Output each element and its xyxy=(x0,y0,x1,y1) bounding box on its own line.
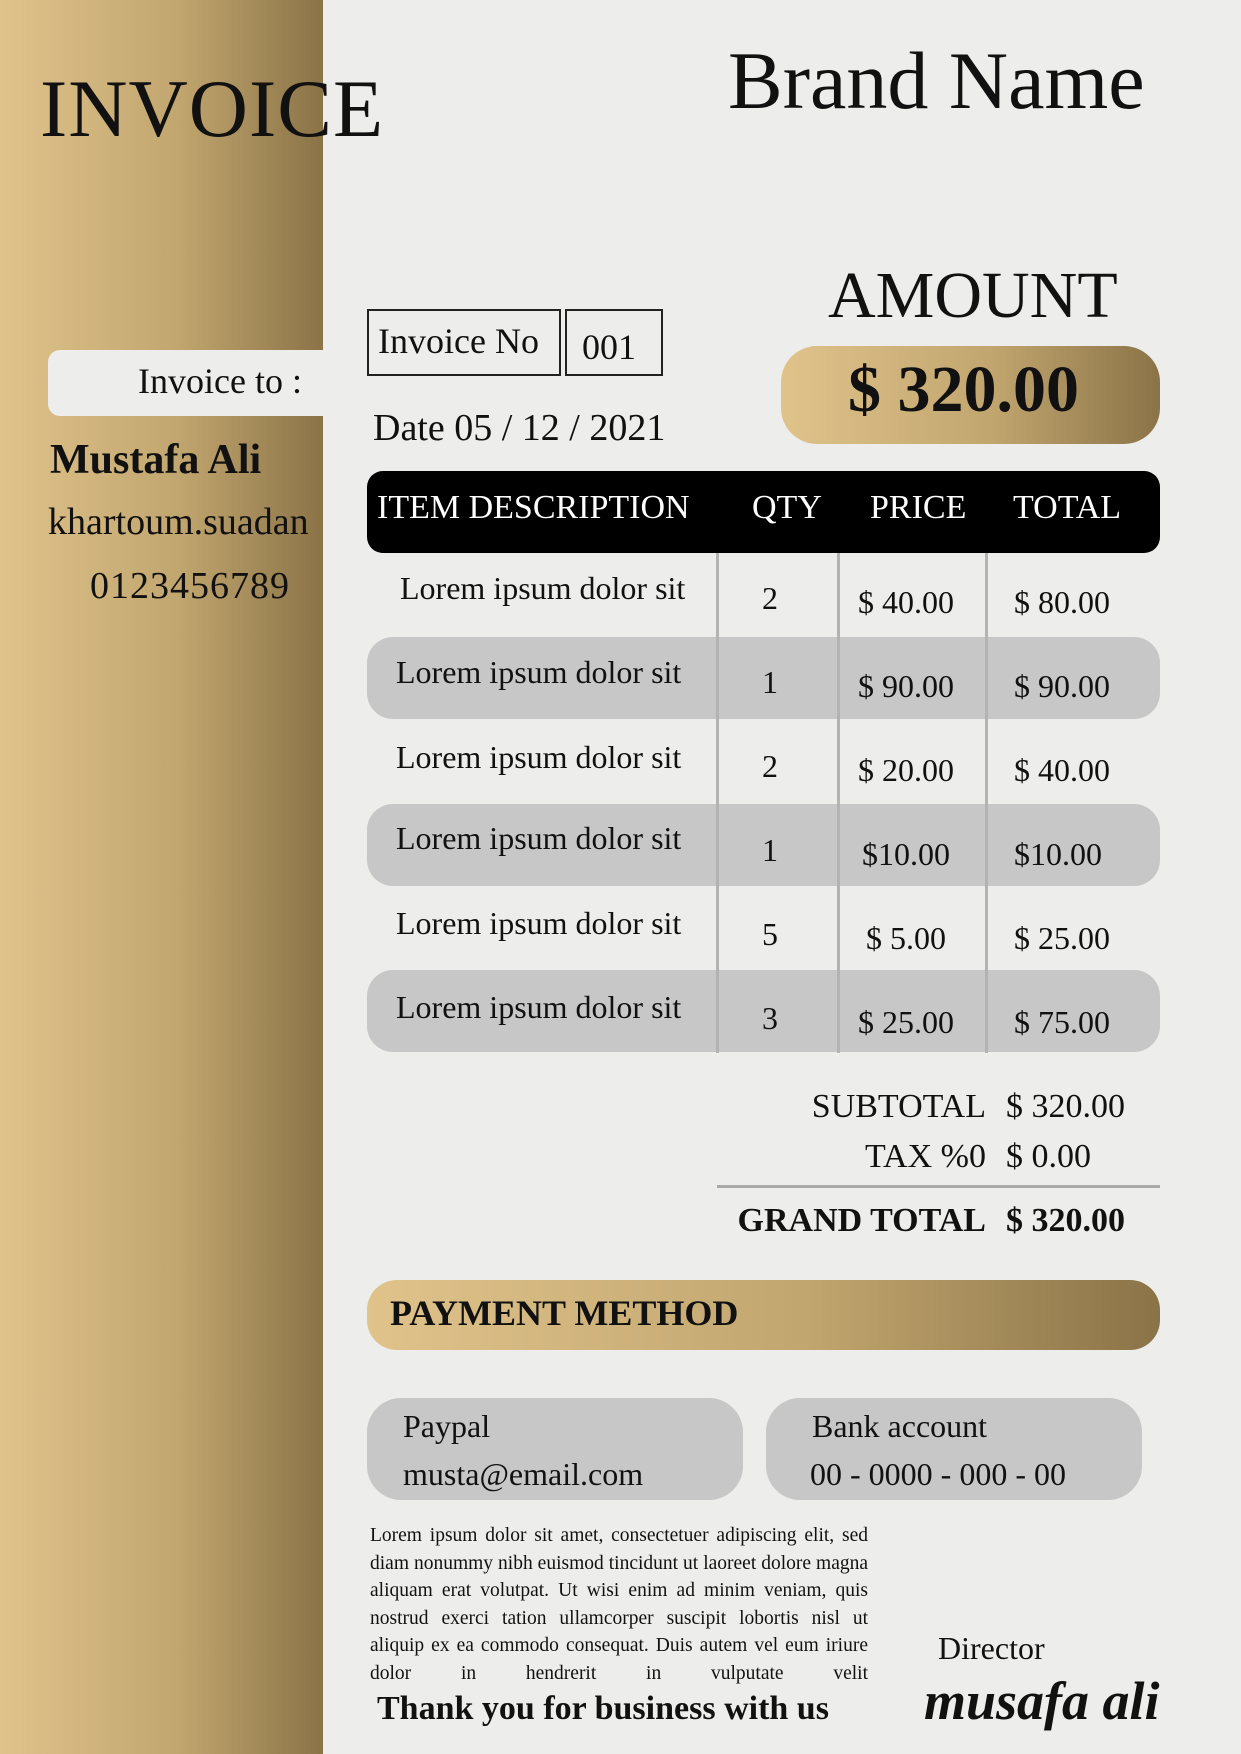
item-description: Lorem ipsum dolor sit xyxy=(396,654,682,690)
client-phone: 0123456789 xyxy=(90,565,290,607)
item-price: $ 20.00 xyxy=(858,752,954,788)
client-address: khartoum.suadan xyxy=(48,501,309,543)
item-qty: 2 xyxy=(762,748,778,784)
summary-divider xyxy=(717,1185,1160,1188)
subtotal-value: $ 320.00 xyxy=(1006,1088,1125,1125)
header-item-description: ITEM DESCRIPTION xyxy=(377,489,690,526)
brand-name: Brand Name xyxy=(728,35,1145,126)
item-description: Lorem ipsum dolor sit xyxy=(400,570,686,606)
header-qty: QTY xyxy=(752,489,822,526)
item-description: Lorem ipsum dolor sit xyxy=(396,739,682,775)
item-price: $10.00 xyxy=(862,836,950,872)
invoice-date: Date 05 / 12 / 2021 xyxy=(373,407,666,449)
header-total: TOTAL xyxy=(1013,489,1122,526)
bank-account-label: Bank account xyxy=(812,1408,988,1444)
paypal-label: Paypal xyxy=(403,1408,491,1444)
director-label: Director xyxy=(938,1630,1045,1666)
gold-sidebar xyxy=(0,0,323,1754)
invoice-title: INVOICE xyxy=(40,63,385,154)
item-total: $ 80.00 xyxy=(1014,584,1110,620)
item-description: Lorem ipsum dolor sit xyxy=(396,989,682,1025)
item-total: $ 40.00 xyxy=(1014,752,1110,788)
tax-label: TAX %0 xyxy=(865,1138,986,1175)
amount-label: AMOUNT xyxy=(828,259,1118,332)
invoice-to-label: Invoice to : xyxy=(138,361,302,401)
column-divider xyxy=(837,553,840,1053)
item-price: $ 90.00 xyxy=(858,668,954,704)
payment-method-title: PAYMENT METHOD xyxy=(390,1293,739,1333)
item-total: $ 90.00 xyxy=(1014,668,1110,704)
item-qty: 2 xyxy=(762,580,778,616)
director-signature: musafa ali xyxy=(924,1671,1160,1731)
header-price: PRICE xyxy=(870,489,967,526)
column-divider xyxy=(985,553,988,1053)
item-qty: 1 xyxy=(762,664,778,700)
invoice-number: 001 xyxy=(582,327,636,367)
item-qty: 3 xyxy=(762,1000,778,1036)
item-description: Lorem ipsum dolor sit xyxy=(396,820,682,856)
grand-total-label: GRAND TOTAL xyxy=(737,1202,986,1239)
amount-value: $ 320.00 xyxy=(848,353,1079,426)
footer-note: Lorem ipsum dolor sit amet, consectetuer adipiscing elit, sed diam nonummy nibh euismod tincidunt ut laoreet dolore magna aliquam erat volutpat. Ut wisi enim ad minim veniam, quis nostrud exerci tation ullamcorper suscipit lobortis nisl ut aliquip ex ea commodo consequat. Duis autem vel eum iriure dolor in hendrerit in vulputate velit xyxy=(370,1525,868,1684)
invoice-no-label: Invoice No xyxy=(378,321,539,361)
tax-value: $ 0.00 xyxy=(1006,1138,1091,1175)
grand-total-value: $ 320.00 xyxy=(1006,1202,1125,1239)
item-total: $ 25.00 xyxy=(1014,920,1110,956)
column-divider xyxy=(716,553,719,1053)
item-price: $ 40.00 xyxy=(858,584,954,620)
item-qty: 5 xyxy=(762,916,778,952)
bank-account-number: 00 - 0000 - 000 - 00 xyxy=(810,1456,1066,1492)
item-total: $ 75.00 xyxy=(1014,1004,1110,1040)
thank-you-text: Thank you for business with us xyxy=(377,1690,829,1727)
item-price: $ 25.00 xyxy=(858,1004,954,1040)
item-qty: 1 xyxy=(762,832,778,868)
subtotal-label: SUBTOTAL xyxy=(811,1088,986,1125)
item-total: $10.00 xyxy=(1014,836,1102,872)
item-description: Lorem ipsum dolor sit xyxy=(396,905,682,941)
item-price: $ 5.00 xyxy=(866,920,946,956)
client-name: Mustafa Ali xyxy=(50,437,262,483)
paypal-email: musta@email.com xyxy=(403,1456,644,1492)
